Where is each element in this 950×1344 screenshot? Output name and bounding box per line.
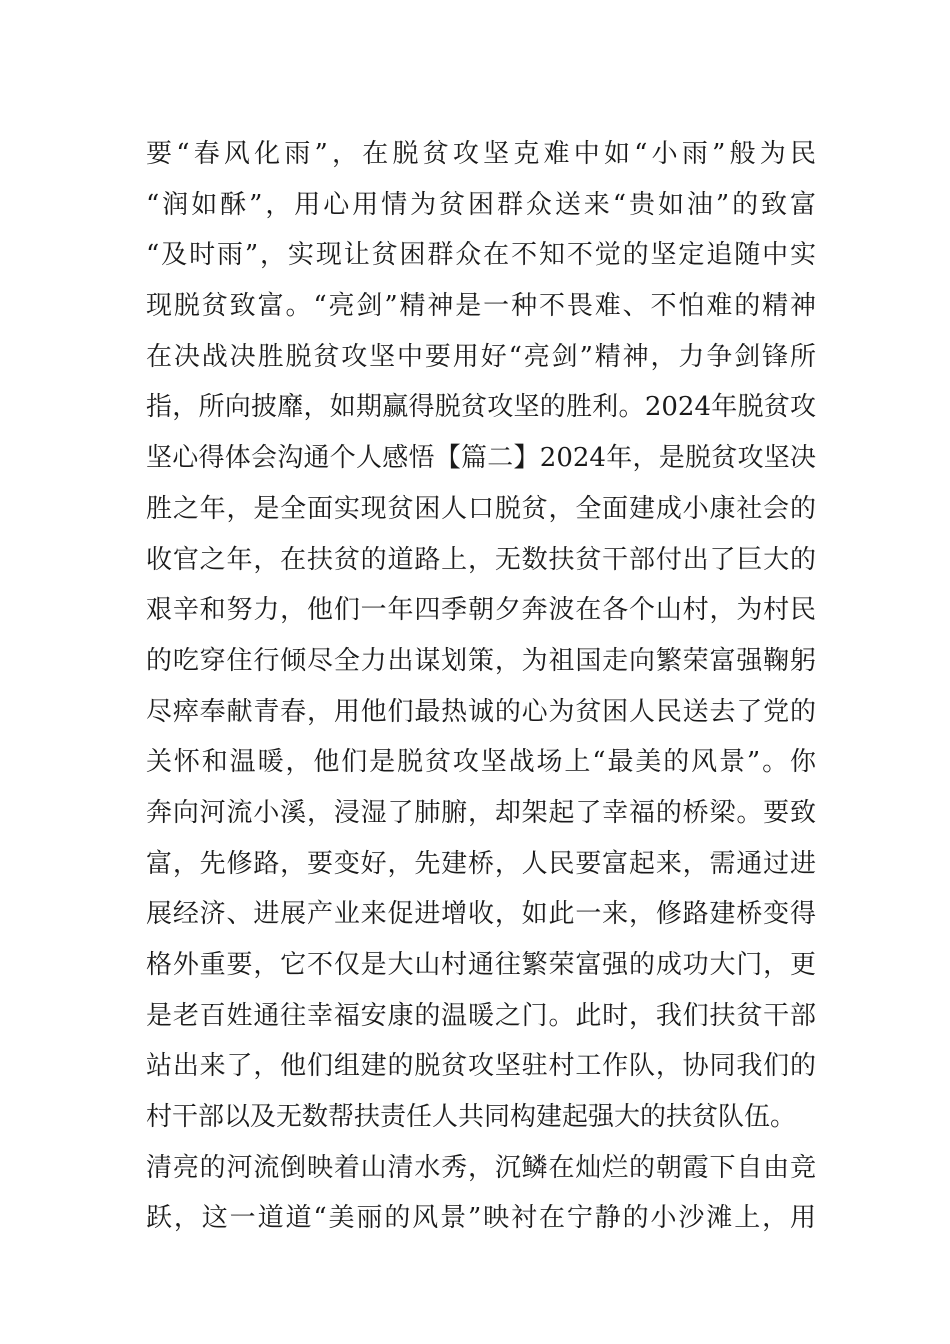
- text-line: “及时雨”，实现让贫困群众在不知不觉的坚定追随中实: [146, 240, 816, 271]
- text-line: 展经济、进展产业来促进增收，如此一来，修路建桥变得: [146, 899, 816, 930]
- text-line: 清亮的河流倒映着山清水秀，沉鳞在灿烂的朝霞下自由竞: [146, 1152, 816, 1183]
- text-line: 在决战决胜脱贫攻坚中要用好“亮剑”精神，力争剑锋所: [146, 341, 816, 372]
- text-line: 站出来了，他们组建的脱贫攻坚驻村工作队，协同我们的: [146, 1051, 816, 1082]
- text-line: 跃，这一道道“美丽的风景”映衬在宁静的小沙滩上，用: [146, 1203, 816, 1234]
- text-line: 关怀和温暖，他们是脱贫攻坚战场上“最美的风景”。你: [146, 747, 816, 778]
- body-text: [146, 129, 816, 1244]
- text-line: 格外重要，它不仅是大山村通往繁荣富强的成功大门，更: [146, 950, 816, 980]
- text-line: 要“春风化雨”，在脱贫攻坚克难中如“小雨”般为民: [146, 139, 816, 169]
- text-line: 村干部以及无数帮扶责任人共同构建起强大的扶贫队伍。: [146, 1102, 797, 1133]
- text-line: 收官之年，在扶贫的道路上，无数扶贫干部付出了巨大的: [146, 544, 816, 575]
- text-line: 胜之年，是全面实现贫困人口脱贫，全面建成小康社会的: [146, 493, 816, 524]
- text-line: 奔向河流小溪，浸湿了肺腑，却架起了幸福的桥梁。要致: [146, 797, 816, 828]
- text-line: 坚心得体会沟通个人感悟【篇二】2024年，是脱贫攻坚决: [146, 443, 816, 474]
- text-line: 富，先修路，要变好，先建桥，人民要富起来，需通过进: [146, 848, 816, 879]
- text-line: 现脱贫致富。“亮剑”精神是一种不畏难、不怕难的精神: [146, 291, 816, 322]
- text-line: “润如酥”，用心用情为贫困群众送来“贵如油”的致富: [146, 189, 816, 220]
- text-line: 指，所向披靡，如期赢得脱贫攻坚的胜利。2024年脱贫攻: [146, 392, 816, 423]
- text-line: 尽瘁奉献青春，用他们最热诚的心为贫困人民送去了党的: [146, 696, 816, 727]
- text-line: 是老百姓通往幸福安康的温暖之门。此时，我们扶贫干部: [146, 1000, 816, 1031]
- text-line: 艰辛和努力，他们一年四季朝夕奔波在各个山村，为村民: [146, 595, 816, 626]
- text-line: 的吃穿住行倾尽全力出谋划策，为祖国走向繁荣富强鞠躬: [146, 645, 816, 676]
